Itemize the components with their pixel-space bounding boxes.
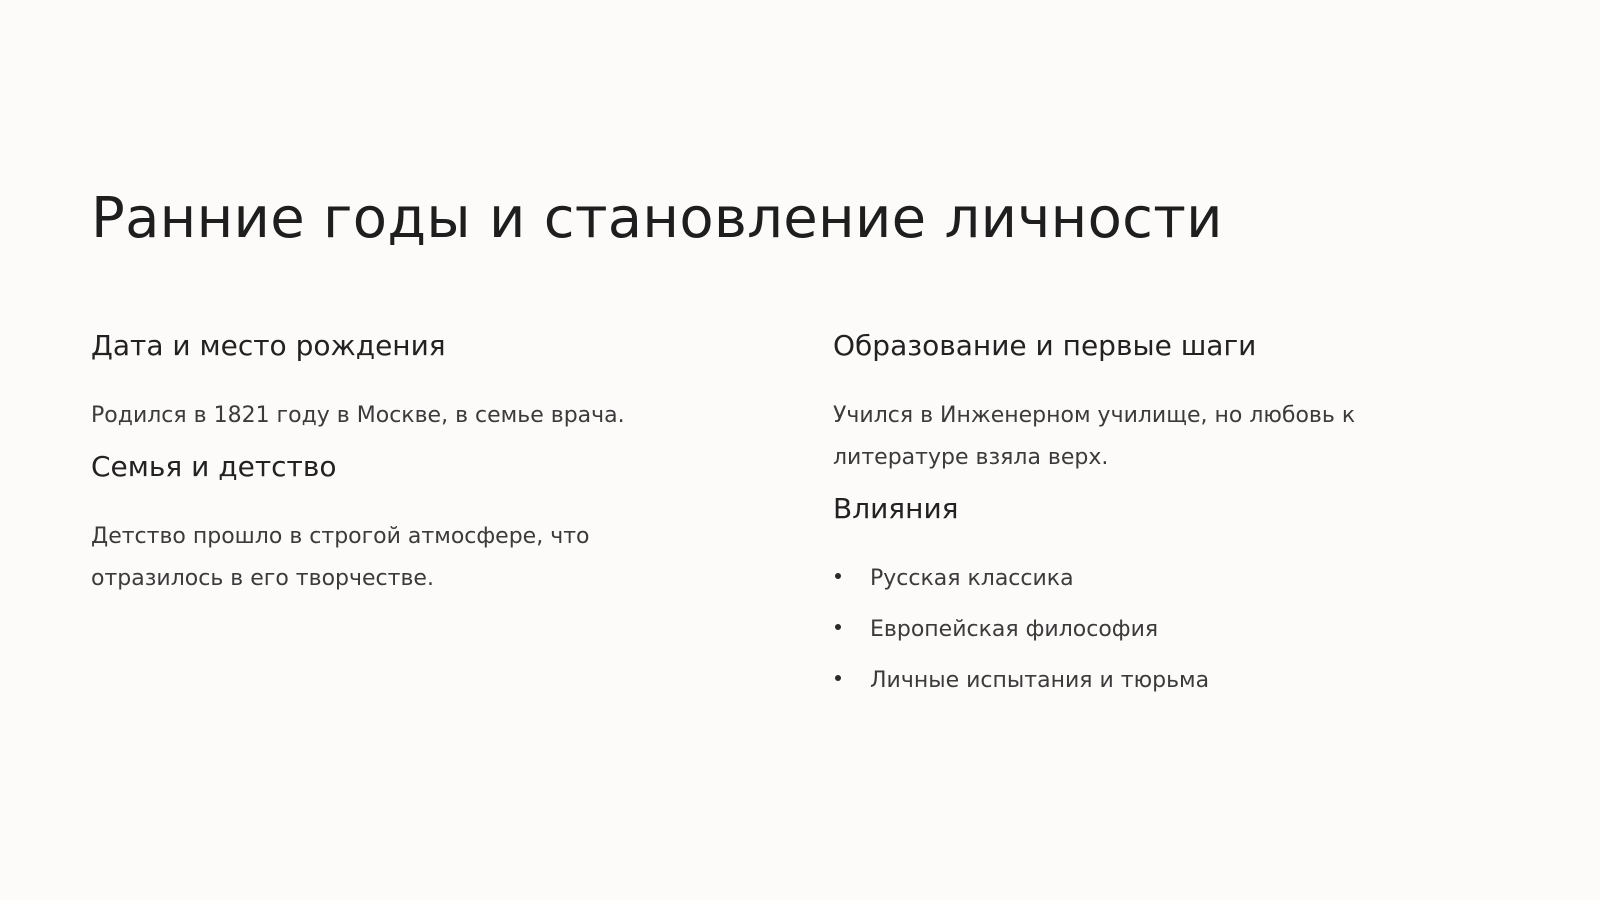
list-item (833, 660, 1473, 702)
influences-list (833, 558, 1473, 702)
list-item-label: Личные испытания и тюрьма (870, 668, 1210, 693)
birth-heading: Дата и место рождения (91, 329, 446, 362)
list-item (833, 609, 1473, 651)
family-text: Детство прошло в строгой атмосфере, что отразилось в его творчестве. (91, 524, 590, 591)
left-column (91, 326, 731, 600)
slide-title: Ранние годы и становление личности (91, 186, 1223, 251)
list-item (833, 558, 1473, 600)
list-item-label: Русская классика (870, 566, 1074, 591)
influences-heading: Влияния (833, 492, 959, 525)
right-column (833, 326, 1473, 711)
list-item-label: Европейская философия (870, 617, 1159, 642)
bullet-dot-icon (835, 624, 841, 630)
education-text: Учился в Инженерном училище, но любовь к литературе взяла верх. (833, 403, 1356, 470)
education-heading: Образование и первые шаги (833, 329, 1257, 362)
family-heading: Семья и детство (91, 450, 337, 483)
bullet-dot-icon (835, 573, 841, 579)
bullet-dot-icon (835, 675, 841, 681)
birth-text: Родился в 1821 году в Москве, в семье врача. (91, 403, 625, 428)
